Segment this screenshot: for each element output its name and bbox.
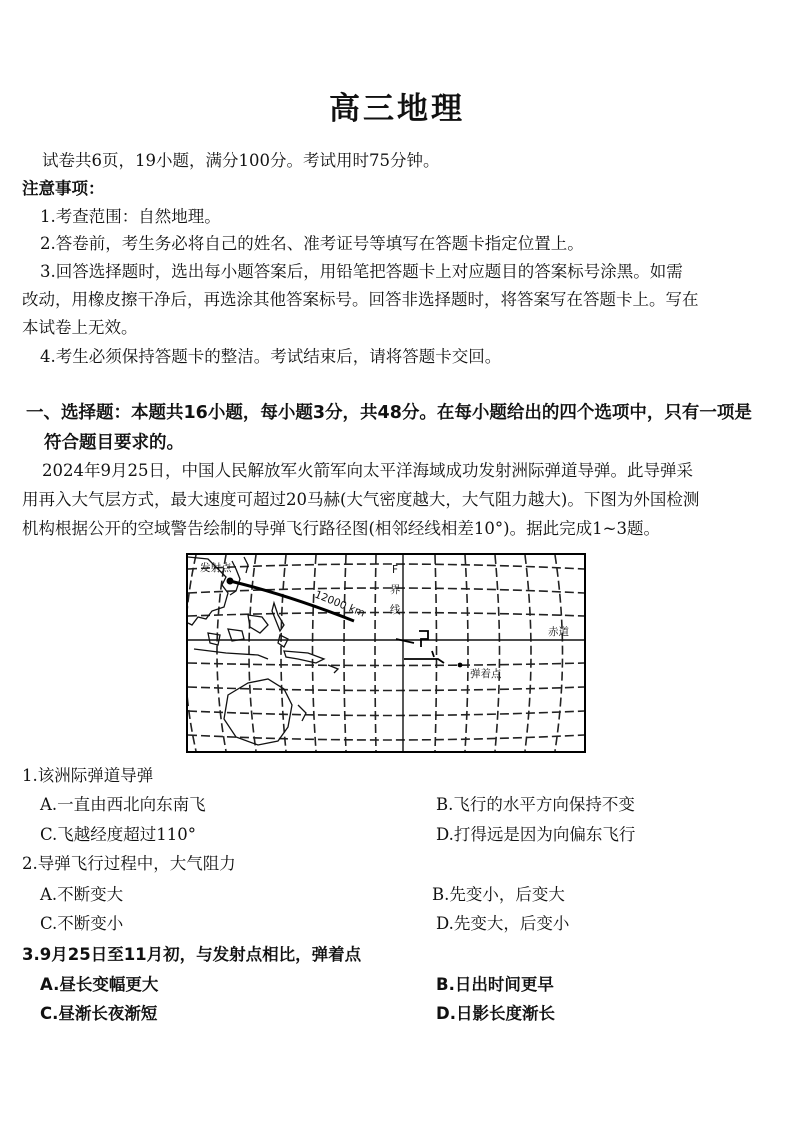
impact-point-dot [458, 663, 463, 668]
q3-stem: 3.9月25日至11月初，与发射点相比，弹着点 [22, 945, 362, 964]
note-3-end: 本试卷上无效。 [22, 318, 138, 337]
q3-option-d: D.日影长度渐长 [436, 1004, 555, 1023]
passage-line-3: 机构根据公开的空域警告绘制的导弹飞行路径图(相邻经线相差10°)。据此完成1~3题。 [22, 519, 660, 538]
q1-stem: 1.该洲际弹道导弹 [22, 766, 154, 785]
note-2: 2.答卷前，考生务必将自己的姓名、准考证号等填写在答题卡指定位置上。 [40, 234, 584, 253]
q1-option-d: D.打得远是因为向偏东飞行 [436, 825, 636, 844]
date-line-F-label: F [392, 564, 399, 576]
q1-option-b: B.飞行的水平方向保持不变 [436, 795, 635, 814]
note-1: 1.考查范围：自然地理。 [40, 207, 221, 226]
exam-intro: 试卷共6页，19小题，满分100分。考试用时75分钟。 [42, 151, 440, 170]
distance-label: 12000 km [312, 588, 367, 620]
section-heading-cont: 符合题目要求的。 [44, 433, 184, 453]
q3-option-c: C.昼渐长夜渐短 [40, 1004, 158, 1023]
q2-option-a: A.不断变大 [40, 885, 124, 904]
q3-option-b: B.日出时间更早 [436, 975, 554, 994]
passage-line-1: 2024年9月25日，中国人民解放军火箭军向太平洋海域成功发射洲际弹道导弹。此导弹采 [42, 461, 693, 480]
q2-stem: 2.导弹飞行过程中，大气阻力 [22, 854, 236, 873]
equator-label: 赤道 [548, 626, 569, 638]
q1-option-c: C.飞越经度超过110° [40, 825, 197, 844]
q2-option-d: D.先变大，后变小 [436, 914, 570, 933]
page-title: 高三地理 [329, 91, 465, 127]
map-svg [188, 555, 584, 751]
notes-heading: 注意事项： [22, 179, 105, 198]
launch-point-dot [227, 578, 234, 585]
passage-line-2: 用再入大气层方式，最大速度可超过20马赫(大气密度越大，大气阻力越大)。下图为外国检测 [22, 490, 700, 509]
q1-option-a: A.一直由西北向东南飞 [40, 795, 206, 814]
date-line-xian-label: 线 [390, 604, 401, 616]
missile-path-map [186, 553, 586, 753]
section-heading: 一、选择题：本题共16小题，每小题3分，共48分。在每小题给出的四个选项中，只有一项是 [26, 403, 752, 423]
note-3: 3.回答选择题时，选出每小题答案后，用铅笔把答题卡上对应题目的答案标号涂黑。如需 [40, 262, 683, 281]
note-3-cont: 改动，用橡皮擦干净后，再选涂其他答案标号。回答非选择题时，将答案写在答题卡上。写在 [22, 290, 699, 309]
launch-label: 发射点 [200, 562, 232, 574]
impact-label: 弹着点 [470, 668, 502, 680]
q2-option-c: C.不断变小 [40, 914, 124, 933]
land-masses [188, 557, 338, 745]
note-4: 4.考生必须保持答题卡的整洁。考试结束后，请将答题卡交回。 [40, 347, 502, 366]
date-line-jie-label: 界 [390, 584, 401, 596]
q2-option-b: B.先变小，后变大 [432, 885, 565, 904]
q3-option-a: A.昼长变幅更大 [40, 975, 159, 994]
